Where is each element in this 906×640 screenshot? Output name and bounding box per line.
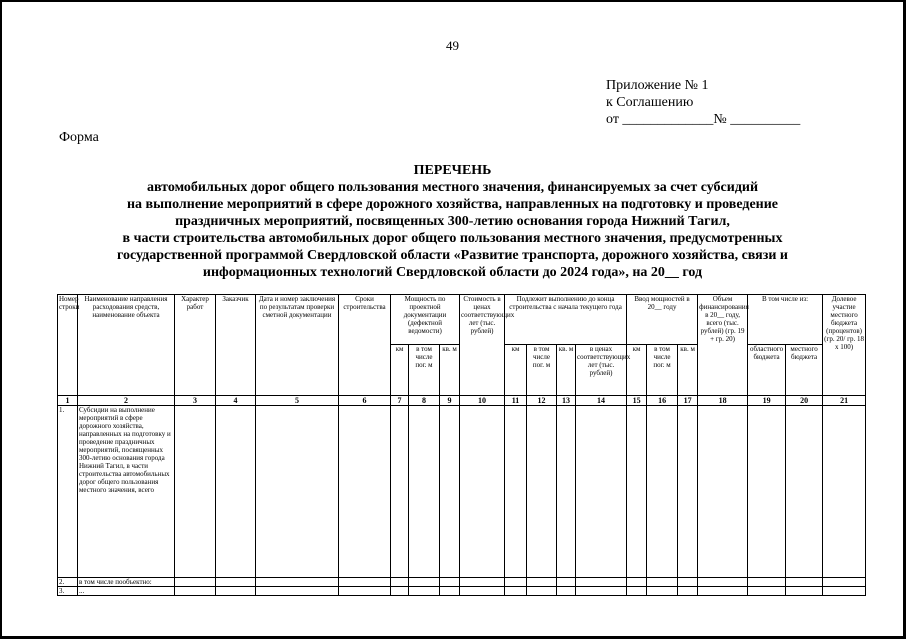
header-commissioning: Ввод мощностей в 20__ году [627, 295, 698, 345]
column-number: 3 [175, 396, 216, 406]
table-cell [409, 406, 440, 578]
table-cell [440, 578, 460, 587]
header-km: км [627, 345, 647, 396]
table-cell [823, 578, 866, 587]
table-cell [678, 578, 698, 587]
table-cell [527, 587, 557, 596]
header-km: км [391, 345, 409, 396]
header-name: Наименование направления расходования средств, наименование объекта [78, 295, 175, 396]
table-cell [216, 587, 256, 596]
table-cell [557, 587, 576, 596]
column-number: 9 [440, 396, 460, 406]
header-km: км [505, 345, 527, 396]
column-number: 20 [786, 396, 823, 406]
row-name: ... [78, 587, 175, 596]
document-title [0, 162, 905, 281]
column-number: 6 [339, 396, 391, 406]
table-cell [505, 587, 527, 596]
header-sq-m: кв. м [557, 345, 576, 396]
appendix-line-1: Приложение № 1 [606, 78, 709, 93]
table-cell [823, 406, 866, 578]
table-cell [505, 578, 527, 587]
table-cell [256, 578, 339, 587]
table-cell [748, 587, 786, 596]
header-sq-m: кв. м [678, 345, 698, 396]
column-number: 16 [647, 396, 678, 406]
header-funding-volume: Объем финансирования в 20__ году, всего (тыс. рублей) (гр. 19 + гр. 20) [698, 295, 748, 396]
title-line-1: автомобильных дорог общего пользования местного значения, финансируемых за счет субсидий [146, 180, 759, 195]
column-number: 7 [391, 396, 409, 406]
table-cell [823, 587, 866, 596]
column-number: 18 [698, 396, 748, 406]
header-row-number: Номер строки [58, 295, 78, 396]
table-cell [557, 406, 576, 578]
table-cell [256, 587, 339, 596]
header-customer: Заказчик [216, 295, 256, 396]
header-share: Долевое участие местного бюджета (процентов) (гр. 20/ гр. 18 х 100) [823, 295, 866, 396]
column-number: 11 [505, 396, 527, 406]
table-cell [786, 578, 823, 587]
header-incl-pog-m: в том числе пог. м [647, 345, 678, 396]
table-cell [460, 406, 505, 578]
header-sq-m: кв. м [440, 345, 460, 396]
title-line-6: информационных технологий Свердловской области до 2024 года», на 20__ год [202, 265, 703, 280]
table-cell [748, 578, 786, 587]
table-cell [391, 578, 409, 587]
table-cell [627, 578, 647, 587]
table-cell [627, 406, 647, 578]
header-to-complete: Подлежит выполнению до конца строительства с начала текущего года [505, 295, 627, 345]
title-line-2: на выполнение мероприятий в сфере дорожного хозяйства, направленных на подготовку и проведение [126, 197, 779, 212]
header-work-type: Характер работ [175, 295, 216, 396]
title-heading: ПЕРЕЧЕНЬ [413, 163, 492, 178]
table-cell [216, 406, 256, 578]
table-cell [409, 587, 440, 596]
title-line-3: праздничных мероприятий, посвященных 300-летию основания города Нижний Тагил, [175, 214, 730, 229]
table-cell [339, 587, 391, 596]
column-number: 15 [627, 396, 647, 406]
appendix-line-3: от _____________№ __________ [606, 112, 801, 127]
table-cell [527, 406, 557, 578]
title-line-4: в части строительства автомобильных дорог общего пользования местного значения, предусмотренных [122, 231, 783, 246]
column-number: 21 [823, 396, 866, 406]
table-cell [460, 578, 505, 587]
table-cell [576, 587, 627, 596]
row-number: 3. [58, 587, 78, 596]
table-cell [576, 406, 627, 578]
table-cell [339, 578, 391, 587]
table-cell [627, 587, 647, 596]
table-cell [505, 406, 527, 578]
column-number: 19 [748, 396, 786, 406]
form-label: Форма [59, 130, 99, 145]
column-number: 2 [78, 396, 175, 406]
table-cell [786, 406, 823, 578]
column-number: 10 [460, 396, 505, 406]
table-cell [557, 578, 576, 587]
table-cell [576, 578, 627, 587]
row-number: 1. [58, 406, 78, 578]
column-number: 14 [576, 396, 627, 406]
column-number: 12 [527, 396, 557, 406]
table-row [58, 406, 866, 578]
table-cell [175, 587, 216, 596]
table-cell [698, 578, 748, 587]
header-incl-pog-m: в том числе пог. м [527, 345, 557, 396]
table-cell [391, 587, 409, 596]
header-in-prices: в ценах соответствующих лет (тыс. рублей) [576, 345, 627, 396]
table-row [58, 587, 866, 596]
table-cell [409, 578, 440, 587]
row-name: Субсидии на выполнение мероприятий в сфере дорожного хозяйства, направленных на подготовку и проведение праздничных мероприятий, посвященных 300-летию основания города Нижний Тагил, в части строительства автомобильных дорог общего пользования местного значения, всего [78, 406, 175, 578]
table-cell [440, 587, 460, 596]
table-cell [391, 406, 409, 578]
column-number: 17 [678, 396, 698, 406]
table-cell [678, 406, 698, 578]
header-including-from: В том числе из: [748, 295, 823, 345]
header-conclusion: Дата и номер заключения по результатам проверки сметной документации [256, 295, 339, 396]
roads-table [57, 294, 866, 596]
table-cell [748, 406, 786, 578]
header-incl-pog-m: в том числе пог. м [409, 345, 440, 396]
column-number: 5 [256, 396, 339, 406]
row-name: в том числе пообъектно: [78, 578, 175, 587]
table-cell [527, 578, 557, 587]
header-deadline: Сроки строительства [339, 295, 391, 396]
table-cell [440, 406, 460, 578]
title-line-5: государственной программой Свердловской области «Развитие транспорта, дорожного хозяйства, связи и [116, 248, 788, 263]
table-cell [339, 406, 391, 578]
table-cell [256, 406, 339, 578]
appendix-block [606, 77, 800, 128]
header-regional-budget: областного бюджета [748, 345, 786, 396]
column-number: 8 [409, 396, 440, 406]
table-cell [698, 406, 748, 578]
table-row [58, 578, 866, 587]
column-number: 1 [58, 396, 78, 406]
column-number: 13 [557, 396, 576, 406]
table-cell [216, 578, 256, 587]
table-cell [698, 587, 748, 596]
page-number: 49 [446, 38, 459, 53]
table-cell [678, 587, 698, 596]
table-cell [460, 587, 505, 596]
header-local-budget: местного бюджета [786, 345, 823, 396]
table-cell [647, 587, 678, 596]
header-capacity-docs: Мощность по проектной документации (дефектной ведомости) [391, 295, 460, 345]
table-cell [647, 578, 678, 587]
header-cost: Стоимость в ценах соответствующих лет (тыс. рублей) [460, 295, 505, 396]
table-cell [175, 406, 216, 578]
table-cell [175, 578, 216, 587]
table-cell [786, 587, 823, 596]
table-cell [647, 406, 678, 578]
row-number: 2. [58, 578, 78, 587]
column-number: 4 [216, 396, 256, 406]
appendix-line-2: к Соглашению [606, 95, 694, 110]
